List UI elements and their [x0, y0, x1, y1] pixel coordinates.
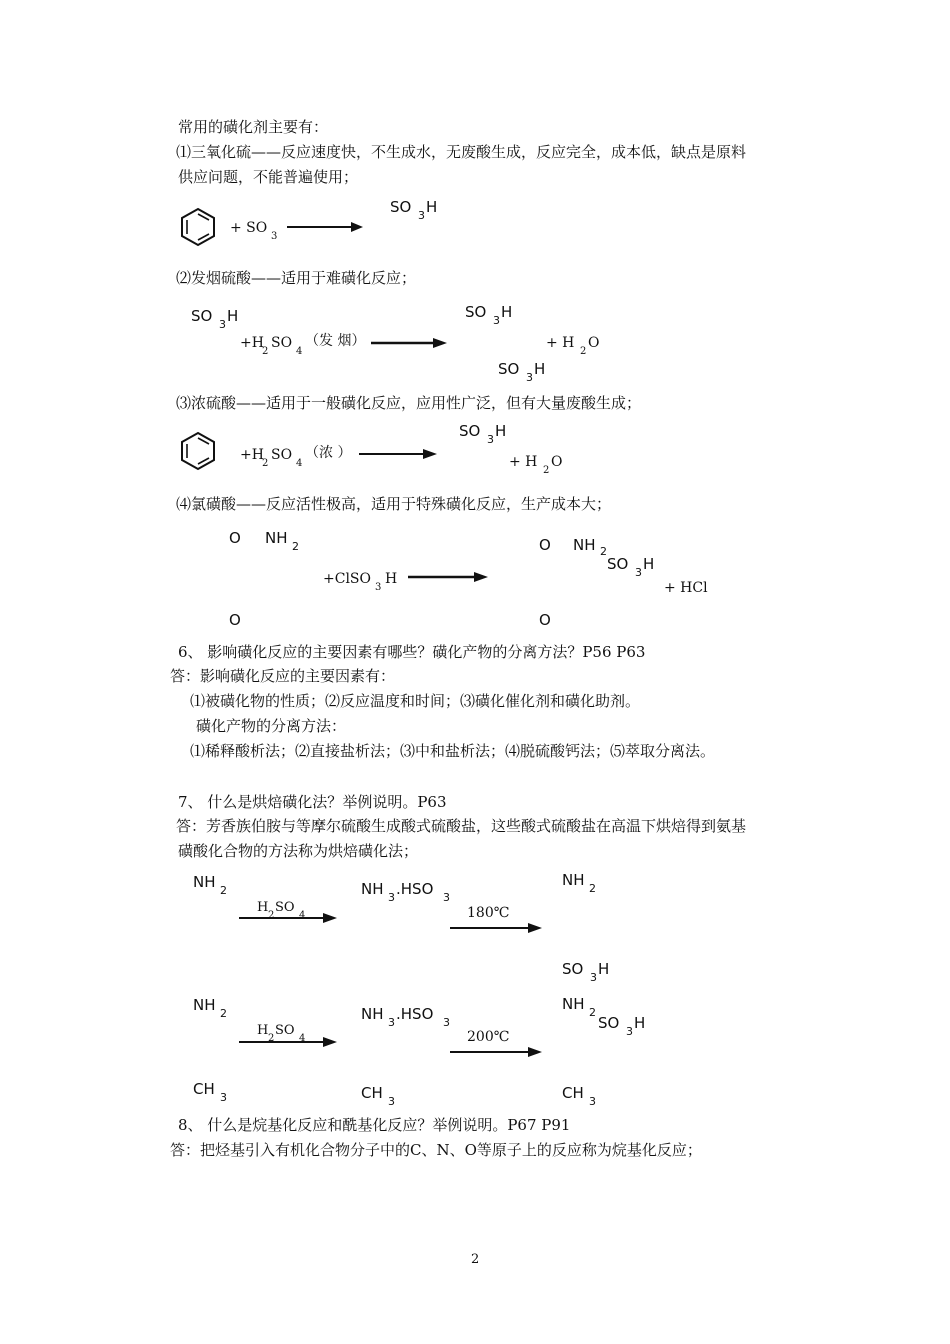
temperature-label: 180℃	[467, 905, 510, 921]
reactant-group: NH	[265, 529, 288, 547]
product-group: SO	[607, 555, 629, 573]
reaction-arrow-icon	[450, 922, 542, 934]
subscript: 3	[220, 1091, 227, 1104]
product-group: SO	[562, 960, 584, 978]
subscript: 2	[543, 465, 550, 476]
reagent-label: + H	[546, 335, 575, 351]
reactant-group: CH	[193, 1080, 215, 1098]
question-heading: 7、 什么是烘焙磺化法？举例说明。P63	[178, 793, 447, 811]
subscript: 2	[220, 1007, 227, 1020]
subscript: 3	[487, 433, 494, 446]
subscript: 3	[443, 1016, 450, 1029]
reaction-arrow-icon	[359, 448, 437, 460]
subscript: 3	[589, 1095, 596, 1108]
intermediate-group: NH	[361, 880, 384, 898]
answer-line: 答：把烃基引入有机化合物分子中的C、N、O等原子上的反应称为烷基化反应；	[170, 1141, 702, 1159]
answer-line: ⑴稀释酸析法；⑵直接盐析法；⑶中和盐析法；⑷脱硫酸钙法；⑸萃取分离法。	[190, 742, 716, 760]
answer-line: 答：芳香族伯胺与等摩尔硫酸生成酸式硫酸盐，这些酸式硫酸盐在高温下烘焙得到氨基	[176, 817, 747, 835]
subscript: 2	[589, 882, 596, 895]
subscript: 2	[600, 545, 607, 558]
reagent-label: + H	[509, 454, 538, 470]
intermediate-group: NH	[361, 1005, 384, 1023]
subscript: 4	[296, 346, 303, 357]
reaction-arrow-icon	[408, 571, 488, 583]
text-line: ⑵发烟硫酸——适用于难磺化反应；	[176, 269, 417, 287]
text-line: ⑶浓硫酸——适用于一般磺化反应，应用性广泛，但有大量废酸生成；	[176, 394, 642, 412]
product-group: NH	[562, 871, 585, 889]
product-group: SO	[498, 360, 520, 378]
reagent-label: H	[257, 1023, 269, 1038]
product-group: SO	[598, 1014, 620, 1032]
product-group: H	[501, 303, 513, 321]
reagent-label: + HCl	[664, 580, 708, 596]
reaction-arrow-icon	[239, 1036, 337, 1048]
reagent-label: （发 烟）	[305, 333, 366, 349]
product-group: SO	[390, 198, 412, 216]
reactant-group: H	[227, 307, 239, 325]
subscript: 4	[296, 458, 303, 469]
product-group: SO	[465, 303, 487, 321]
text-line: ⑷氯磺酸——反应活性极高，适用于特殊磺化反应，生产成本大；	[176, 495, 612, 513]
subscript: 2	[220, 884, 227, 897]
intermediate-group: .HSO	[396, 880, 434, 898]
subscript: 3	[526, 371, 533, 384]
product-group: H	[643, 555, 655, 573]
product-group: H	[634, 1014, 646, 1032]
subscript: 3	[375, 582, 382, 593]
reactant-group: O	[229, 529, 241, 547]
reagent-label: O	[551, 454, 563, 470]
subscript: 2	[262, 346, 269, 357]
text-line: 供应问题，不能普遍使用；	[178, 168, 359, 186]
subscript: 3	[388, 1016, 395, 1029]
product-group: SO	[459, 422, 481, 440]
reaction-arrow-icon	[371, 337, 447, 349]
reagent-label: （浓 ）	[305, 445, 352, 461]
subscript: 3	[219, 318, 226, 331]
reactant-group: SO	[191, 307, 213, 325]
product-group: O	[539, 536, 551, 554]
subscript: 3	[590, 971, 597, 984]
subscript: 3	[626, 1025, 633, 1038]
product-group: H	[426, 198, 438, 216]
subscript: 2	[268, 1033, 275, 1044]
subscript: 3	[635, 566, 642, 579]
reagent-label: +ClSO	[323, 571, 371, 587]
product-group: NH	[573, 536, 596, 554]
subscript: 3	[271, 231, 278, 242]
reagent-label: SO	[271, 335, 293, 351]
reactant-group: O	[229, 611, 241, 629]
product-group: H	[598, 960, 610, 978]
reagent-label: + SO	[230, 220, 268, 236]
benzene-ring-icon	[180, 431, 216, 471]
subscript: 2	[292, 540, 299, 553]
reaction-arrow-icon	[287, 221, 363, 233]
reactant-group: NH	[193, 996, 216, 1014]
subscript: 2	[589, 1006, 596, 1019]
subscript: 3	[418, 209, 425, 222]
subscript: 3	[388, 1095, 395, 1108]
answer-line: 磺化产物的分离方法：	[196, 717, 347, 735]
page-number: 2	[471, 1252, 480, 1267]
reagent-label: +H	[240, 447, 264, 463]
intermediate-group: CH	[361, 1084, 383, 1102]
product-group: H	[534, 360, 546, 378]
reagent-label: SO	[275, 1023, 295, 1038]
subscript: 2	[268, 910, 275, 921]
reactant-group: NH	[193, 873, 216, 891]
subscript: 2	[580, 346, 587, 357]
product-group: H	[495, 422, 507, 440]
temperature-label: 200℃	[467, 1029, 510, 1045]
answer-line: ⑴被磺化物的性质；⑵反应温度和时间；⑶磺化催化剂和磺化助剂。	[190, 692, 641, 710]
reagent-label: +H	[240, 335, 264, 351]
intermediate-group: .HSO	[396, 1005, 434, 1023]
subscript: 3	[388, 891, 395, 904]
subscript: 3	[443, 891, 450, 904]
question-heading: 8、 什么是烷基化反应和酰基化反应？举例说明。P67 P91	[178, 1116, 571, 1134]
reagent-label: H	[385, 571, 398, 587]
benzene-ring-icon	[180, 207, 216, 247]
subscript: 2	[262, 458, 269, 469]
subscript: 3	[493, 314, 500, 327]
text-line: ⑴三氧化硫——反应速度快，不生成水，无废酸生成，反应完全，成本低，缺点是原料	[176, 143, 747, 161]
product-group: CH	[562, 1084, 584, 1102]
reaction-arrow-icon	[450, 1046, 542, 1058]
reagent-label: H	[257, 900, 269, 915]
text-line: 常用的磺化剂主要有：	[178, 118, 329, 136]
reagent-label: O	[588, 335, 600, 351]
subscript: 4	[299, 1033, 306, 1044]
question-heading: 6、 影响磺化反应的主要因素有哪些？磺化产物的分离方法？P56 P63	[178, 643, 646, 661]
product-group: O	[539, 611, 551, 629]
answer-line: 答：影响磺化反应的主要因素有：	[170, 667, 396, 685]
reaction-arrow-icon	[239, 912, 337, 924]
product-group: NH	[562, 995, 585, 1013]
answer-line: 磺酸化合物的方法称为烘焙磺化法；	[178, 842, 419, 860]
subscript: 4	[299, 910, 306, 921]
reagent-label: SO	[271, 447, 293, 463]
reagent-label: SO	[275, 900, 295, 915]
